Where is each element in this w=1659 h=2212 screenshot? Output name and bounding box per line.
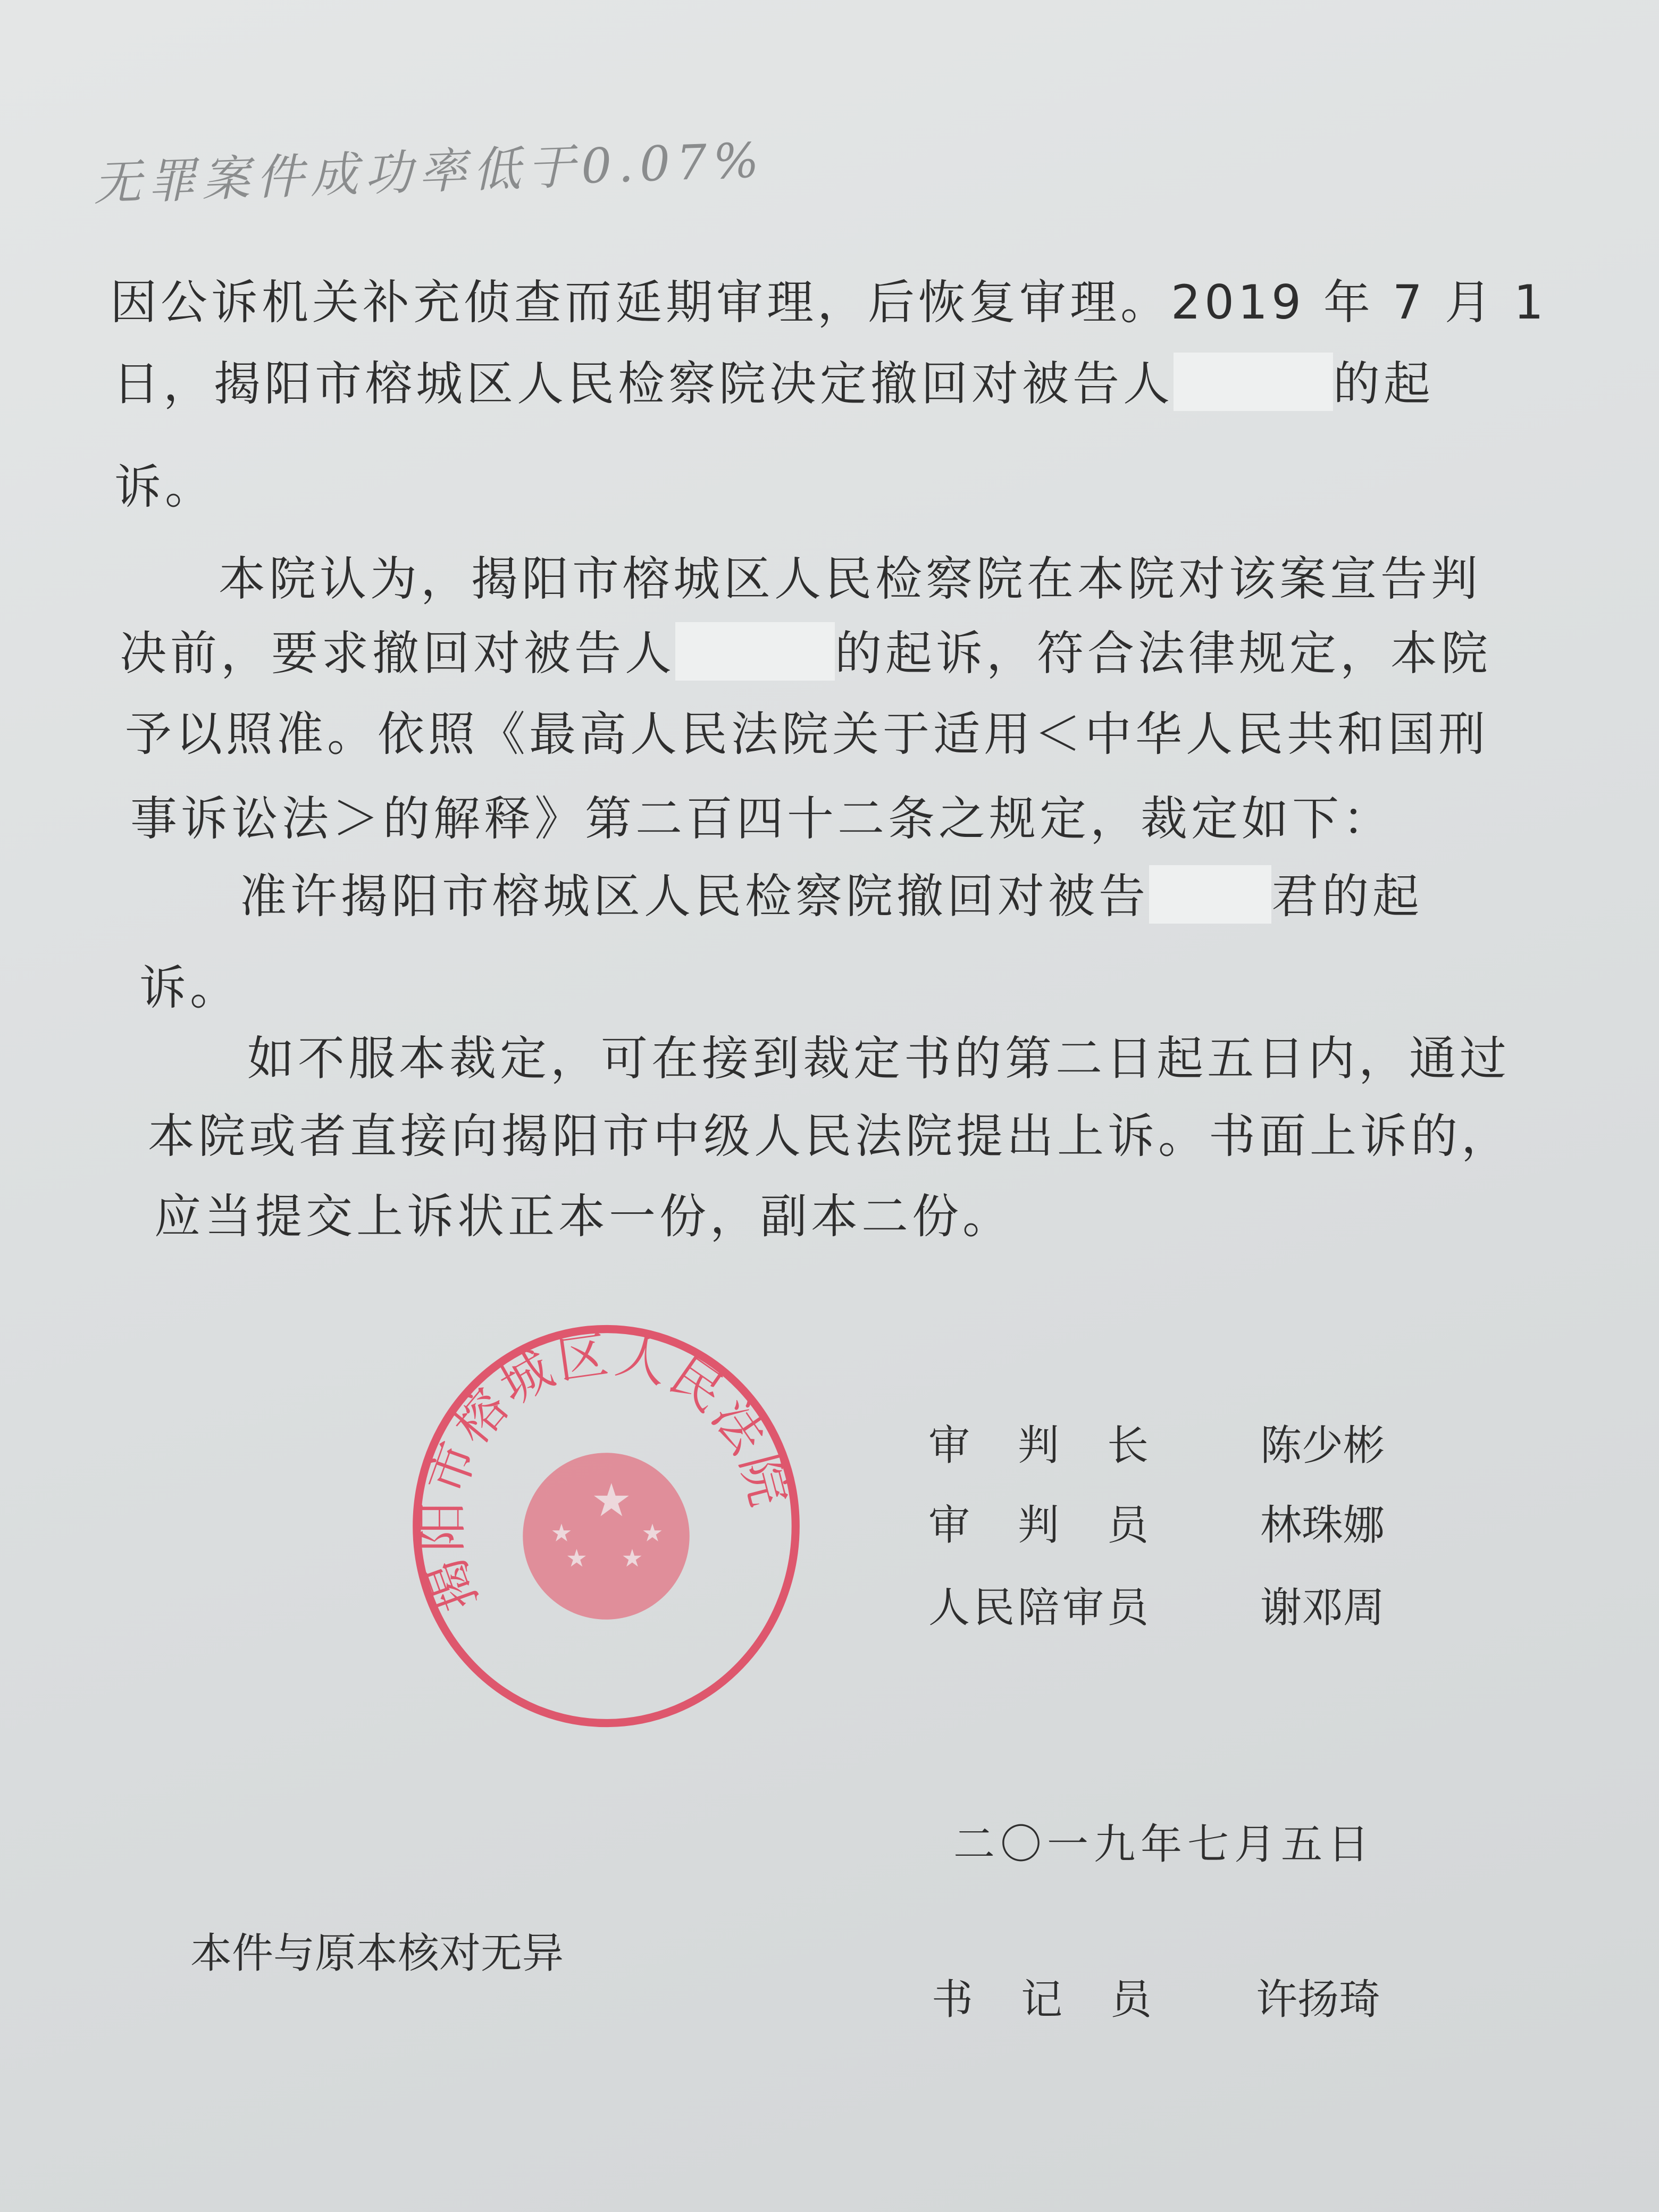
- presiding-judge-role: 审 判 长: [928, 1422, 1152, 1470]
- redaction-box: [675, 622, 835, 681]
- redaction-box: [1174, 353, 1333, 411]
- certification-note: 本件与原本核对无异: [190, 1930, 564, 1978]
- svg-text:★: ★: [566, 1544, 588, 1572]
- body-line-2: [113, 356, 1435, 411]
- juror-role: 人民陪审员: [928, 1584, 1152, 1632]
- body-text: 准许揭阳市榕城区人民检察院撤回对被告: [240, 869, 1150, 924]
- body-line-5: [120, 626, 1492, 681]
- body-line-6: 予以照准。依照《最高人民法院关于适用＜中华人民共和国刑: [125, 707, 1489, 761]
- body-line-4: 本院认为，揭阳市榕城区人民检察院在本院对该案宣告判: [219, 551, 1482, 606]
- body-text: 日，揭阳市榕城区人民检察院决定撤回对被告人: [113, 356, 1174, 411]
- seal-text: 揭阳市榕城区人民法院: [413, 1325, 799, 1619]
- document-date: 二〇一九年七月五日: [953, 1821, 1375, 1869]
- handwritten-note: 无罪案件成功率低于0.07%: [92, 132, 766, 212]
- redaction-box: [1149, 865, 1271, 924]
- clerk-name: 许扬琦: [1256, 1976, 1381, 2024]
- presiding-judge-name: 陈少彬: [1260, 1422, 1385, 1470]
- svg-text:★: ★: [550, 1519, 573, 1547]
- svg-text:★: ★: [591, 1474, 632, 1527]
- body-line-1: 因公诉机关补充侦查而延期审理，后恢复审理。2019 年 7 月 1: [110, 275, 1547, 330]
- body-line-8: [240, 869, 1423, 924]
- body-text: 的起诉，符合法律规定，本院: [835, 626, 1492, 681]
- juror-name: 谢邓周: [1260, 1584, 1385, 1632]
- judge-role: 审 判 员: [928, 1502, 1152, 1549]
- body-text: 的起: [1333, 356, 1435, 411]
- body-line-10: 如不服本裁定，可在接到裁定书的第二日起五日内，通过: [247, 1031, 1511, 1086]
- body-line-3: 诉。: [114, 459, 216, 514]
- clerk-role: 书 记 员: [932, 1976, 1155, 2024]
- body-line-9: 诉。: [139, 960, 241, 1015]
- svg-text:★: ★: [641, 1519, 664, 1547]
- judge-name: 林珠娜: [1260, 1502, 1385, 1549]
- svg-text:★: ★: [621, 1544, 643, 1572]
- body-text: 君的起: [1271, 869, 1423, 924]
- body-text: 决前，要求撤回对被告人: [120, 626, 676, 681]
- body-line-12: 应当提交上诉状正本一份，副本二份。: [154, 1189, 1013, 1244]
- court-seal: [404, 1319, 808, 1733]
- body-line-7: 事诉讼法＞的解释》第二百四十二条之规定，裁定如下：: [130, 791, 1394, 846]
- body-line-11: 本院或者直接向揭阳市中级人民法院提出上诉。书面上诉的，: [148, 1109, 1512, 1163]
